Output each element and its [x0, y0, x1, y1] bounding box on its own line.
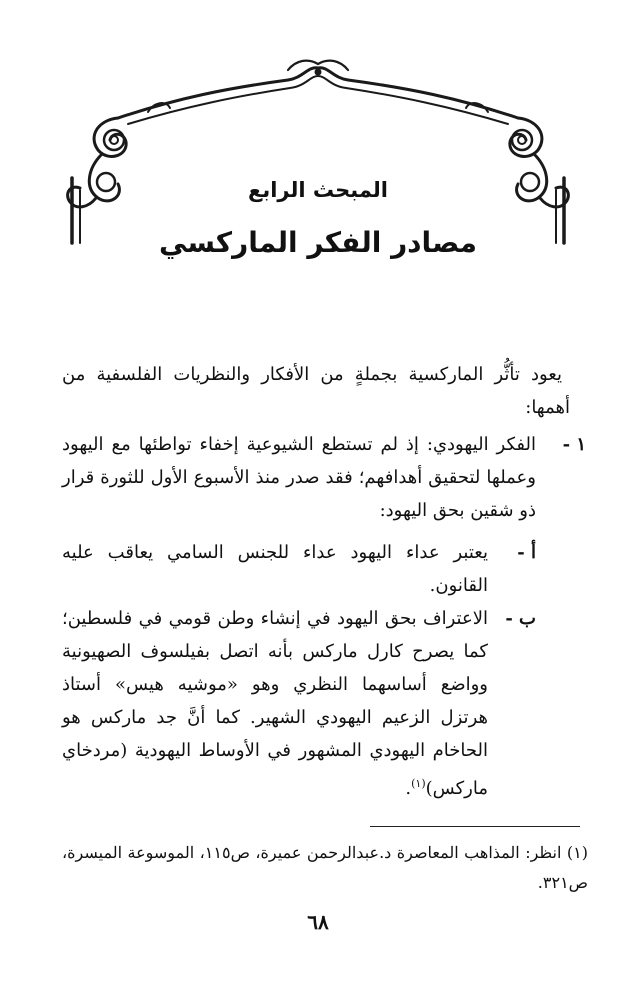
chapter-title: مصادر الفكر الماركسي [158, 226, 477, 259]
footnote-reference[interactable]: (١) [411, 777, 426, 790]
chapter-label: المبحث الرابع [248, 178, 388, 202]
page-number: ٦٨ [307, 910, 329, 934]
subitem-text: الاعتراف بحق اليهود في إنشاء وطن قومي في فلسطين؛ كما يصرح كارل ماركس بأنه اتصل بفيلسوف الصهيونية وواضع أساسهما النظري وهو «موشيه هيس» أستاذ هرتزل الزعيم اليهودي الشهير. كما أنَّ جد ماركس هو الحاخام اليهودي المشهور في الأوساط اليهودية (مردخاي ماركس) [62, 608, 488, 799]
intro-paragraph [62, 358, 570, 424]
footnote-separator [370, 826, 580, 827]
subitem-marker: أ - [517, 542, 536, 563]
intro-text: يعود تأثُّر الماركسية بجملةٍ من الأفكار والنظريات الفلسفية من أهمها: [62, 364, 570, 418]
item-paragraph: الفكر اليهودي: إذ لم تستطع الشيوعية إخفاء تواطئها مع اليهود وعملها لتحقيق أهدافهم؛ فقد صدر منذ الأسبوع الأول للثورة قرار ذو شقين بحق اليهود: [62, 434, 536, 521]
subitem-marker: ب - [505, 608, 536, 629]
item-marker: ١ - [562, 434, 586, 455]
footnote: (١) انظر: المذاهب المعاصرة د.عبدالرحمن عميرة، ص١١٥، الموسوعة الميسرة، ص٣٢١. [62, 843, 588, 892]
subitem-paragraph [62, 602, 488, 805]
sentence-end: . [405, 778, 412, 799]
subitem-paragraph: يعتبر عداء اليهود عداء للجنس السامي يعاقب عليه القانون. [62, 542, 488, 596]
